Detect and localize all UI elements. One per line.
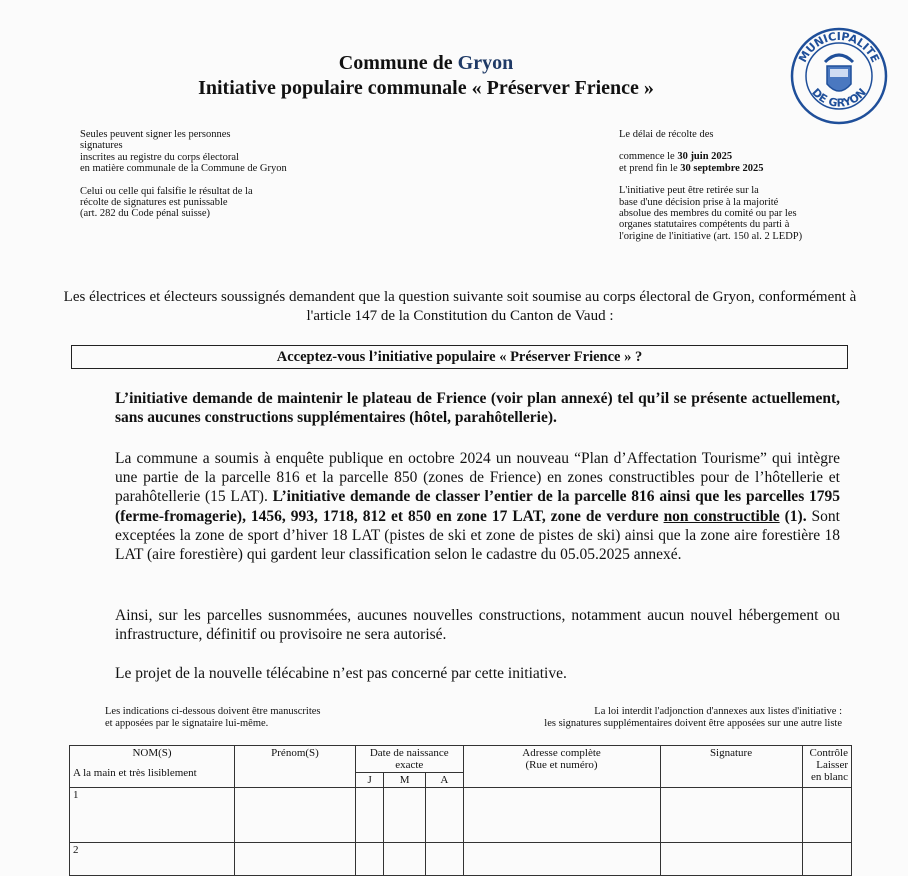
note-line: L'initiative peut être retirée sur la [619,185,759,197]
commune-name: Gryon [457,52,514,74]
title-prefix: Commune de [338,52,458,74]
col-jour: J [356,773,384,788]
initiative-details [115,449,840,564]
note-line: récolte de signatures est punissable [80,197,228,209]
telecabine-note: Le projet de la nouvelle télécabine n’est pas concerné par cette initiative. [115,665,567,682]
details-bold: (1). [779,507,807,525]
col-controle [802,746,851,788]
cell-mois[interactable] [384,843,426,876]
end-date: 30 septembre 2025 [680,162,764,174]
details-underline: non constructible [663,507,780,525]
collection-period-note [619,129,859,242]
header-text: NOM(S) [132,747,172,759]
cell-prenom[interactable] [235,788,356,843]
table-row [70,788,852,843]
details-bold: L’initiative demande de classer l’entier de la parcelle 816 ainsi que les parcelles 1795 (ferme-fromagerie), 1456, 993, 1718, 812 et 850 en zone 17 LAT, zone de verdure [115,488,840,525]
construction-ban-text: Ainsi, sur les parcelles susnommées, aucunes nouvelles constructions, notamment aucun nouvel hébergement ou infrastructure, définitif ou provisoire ne sera autorisé. [115,607,840,643]
svg-text:DE GRYON: DE GRYON [809,85,869,110]
cell-adresse[interactable] [463,843,660,876]
details-text: La commune a soumis à enquête publique en octobre 2024 un nouveau “Plan d’Affectation Tourisme” qui intègre une partie de la parcelle 816 et la parcelle 850 (zones de Frience) en zones constructibles pour de l’hôtellerie et parahôtellerie (15 LAT). [115,450,840,506]
header-text: en blanc [811,771,848,783]
manuscript-note [105,706,321,730]
table-row [70,843,852,876]
note-text: et prend fin le [619,162,681,174]
note-line: Le délai de récolte des [619,129,714,140]
cell-jour[interactable] [356,788,384,843]
page-subtitle: Initiative populaire communale « Préserver Frience » [198,77,654,99]
cell-annee[interactable] [426,843,463,876]
header-text: Adresse complète [522,747,601,759]
cell-signature[interactable] [660,843,802,876]
note-line: l'origine de l'initiative (art. 150 al. 2 LEDP) [619,230,803,242]
header-text: Laisser [816,759,848,771]
cell-signature[interactable] [660,788,802,843]
footnote-line: les signatures supplémentaires doivent être apposées sur une autre liste [544,718,842,729]
header-subtext: A la main et très lisiblement [73,767,197,779]
end-date-line [619,163,859,174]
footnote-line: La loi interdit l'adjonction d'annexes aux listes d'initiative : [594,706,842,717]
page-title [0,52,852,75]
note-text: commence le [619,151,678,163]
col-nom [70,746,235,788]
col-mois: M [384,773,426,788]
note-line: inscrites au registre du corps électoral [80,151,239,163]
header-text: Contrôle [809,747,848,759]
note-line: organes statutaires compétents du parti à [619,219,790,231]
note-line: absolue des membres du comité ou par les [619,208,797,220]
header-subtext: (Rue et numéro) [525,759,598,771]
note-line: en matière communale de la Commune de Gryon [80,163,287,175]
cell-controle [802,788,851,843]
col-adresse [463,746,660,788]
note-line: (art. 282 du Code pénal suisse) [80,208,211,220]
cell-prenom[interactable] [235,843,356,876]
municipal-seal-icon [789,26,889,126]
note-line: Celui ou celle qui falsifie le résultat de la [80,185,253,197]
note-line: Seules peuvent signer les personnes [80,129,231,140]
note-line: base d'une décision prise à la majorité [619,196,779,208]
cell-jour[interactable] [356,843,384,876]
col-signature: Signature [660,746,802,788]
cell-controle [802,843,851,876]
start-date: 30 juin 2025 [677,151,733,163]
row-number[interactable]: 2 [70,843,235,876]
row-number[interactable]: 1 [70,788,235,843]
cell-adresse[interactable] [463,788,660,843]
col-date-naissance: Date de naissance exacte [356,746,464,773]
question-box: Acceptez-vous l’initiative populaire « Préserver Frience » ? [71,345,848,369]
start-date-line [619,151,859,162]
note-line: signatures [80,140,123,152]
cell-annee[interactable] [426,788,463,843]
cell-mois[interactable] [384,788,426,843]
details-text: Sont exceptées la zone de sport d’hiver 18 LAT (pistes de ski et zone de pistes de ski) ainsi que la zone aire forestière 18 LAT (aire forestière) qui gardent leur classification selon le cadastre du 05.05.2025 annexé. [115,507,840,564]
eligibility-note [80,129,380,220]
col-prenom: Prénom(S) [235,746,356,788]
footnote-line: et apposées par le signataire lui-même. [105,718,269,729]
intro-text: Les électrices et électeurs soussignés demandent que la question suivante soit soumise au corps électoral de Gryon, conformément à l'article 147 de la Constitution du Canton de Vaud : [63,289,857,324]
signature-table [69,745,852,876]
initiative-summary: L’initiative demande de maintenir le plateau de Frience (voir plan annexé) tel qu’il se présente actuellement, sans aucunes constructions supplémentaires (hôtel, parahôtellerie). [115,390,840,426]
annex-note [440,706,842,730]
col-annee: A [426,773,463,788]
svg-text:MUNICIPALITE: MUNICIPALITE [796,29,882,65]
footnote-line: Les indications ci-dessous doivent être manuscrites [105,706,321,717]
